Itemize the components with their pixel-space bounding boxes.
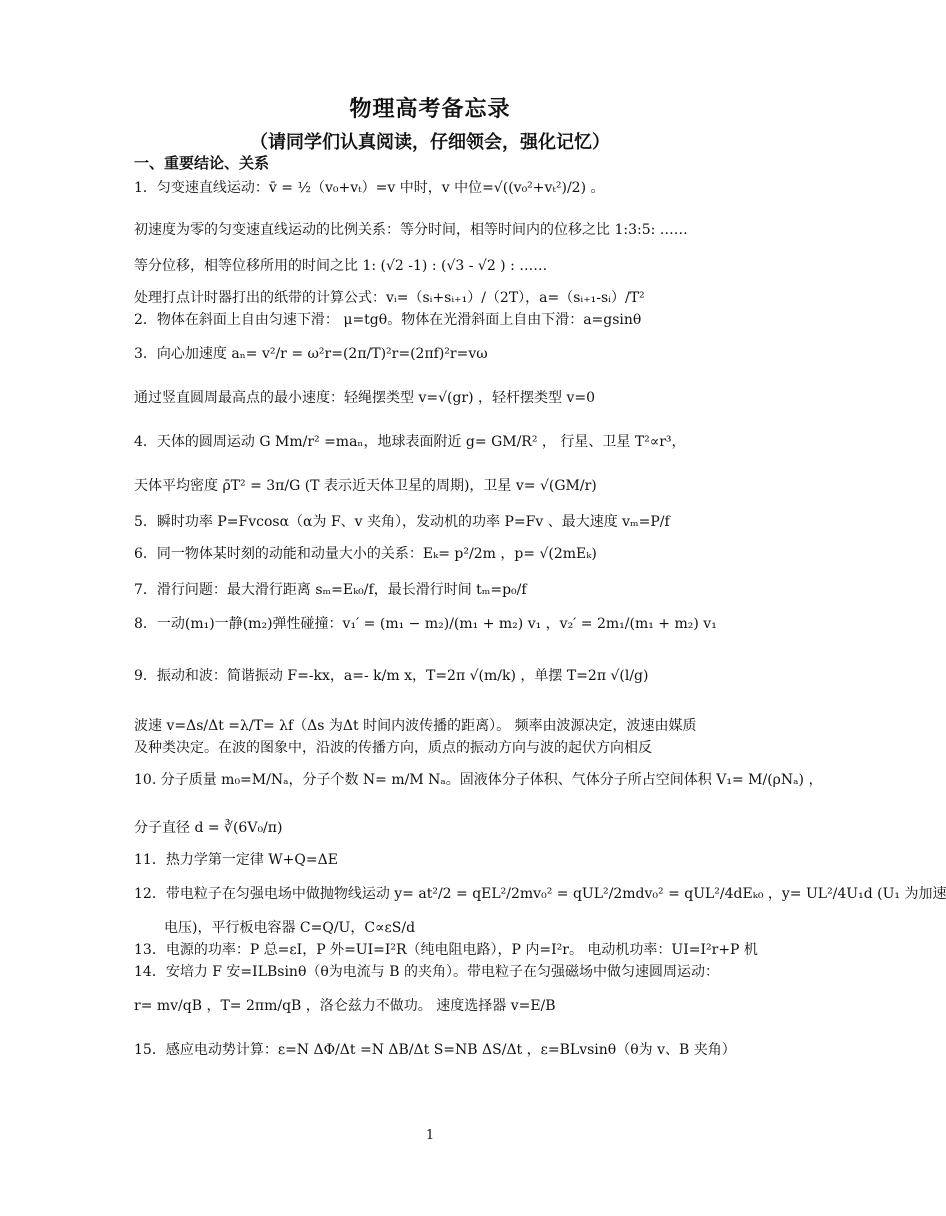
page-subtitle: （请同学们认真阅读，仔细领会，强化记忆）	[250, 132, 610, 153]
formula-line-17: 10. 分子质量 m₀=M/Nₐ，分子个数 N= m/M Nₐ。固液体分子体积、气体分子所占空间体积 V₁= M/(ρNₐ) ，	[134, 772, 823, 788]
formula-line-9: 天体平均密度 ρ̄T² = 3π/G (T 表示近天体卫星的周期)，卫星 v= √(GM/r)	[134, 478, 597, 494]
formula-line-16: 及种类决定。在波的图象中，沿波的传播方向，质点的振动方向与波的起伏方向相反	[134, 740, 652, 756]
formula-line-23: 14．安培力 F 安=ILBsinθ（θ为电流与 B 的夹角）。带电粒子在匀强磁场中做匀速圆周运动：	[134, 964, 719, 980]
formula-line-3: 等分位移，相等位移所用的时间之比 1: (√2 -1) : (√3 - √2 ) : ……	[134, 258, 548, 274]
formula-line-24: r= mv/qB ，T= 2πm/qB ，洛仑兹力不做功。 速度选择器 v=E/B	[134, 998, 556, 1014]
page-title: 物理高考备忘录	[349, 96, 511, 122]
formula-line-12: 7．滑行问题：最大滑行距离 sₘ=Eₖ₀/f，最长滑行时间 tₘ=p₀/f	[134, 582, 527, 598]
formula-line-2: 初速度为零的匀变速直线运动的比例关系：等分时间，相等时间内的位移之比 1:3:5: ……	[134, 222, 688, 238]
formula-line-22: 13．电源的功率：P 总=εI，P 外=UI=I²R（纯电阻电路），P 内=I²r。 电动机功率：UI=I²r+P 机	[134, 942, 758, 958]
formula-line-1: 1．匀变速直线运动：v̄ = ½（v₀+vₜ）=v 中时，v 中位=√((v₀²+vₜ²)/2) 。	[134, 180, 605, 196]
formula-line-11: 6．同一物体某时刻的动能和动量大小的关系：Eₖ= p²/2m ，p= √(2mEₖ)	[134, 546, 597, 562]
page-number: 1	[425, 1128, 435, 1143]
section-heading: 一、重要结论、关系	[134, 154, 270, 172]
formula-line-5: 2．物体在斜面上自由匀速下滑： μ=tgθ。物体在光滑斜面上自由下滑：a=gsinθ	[134, 312, 642, 328]
formula-line-20: 12．带电粒子在匀强电场中做抛物线运动 y= at²/2 = qEL²/2mv₀² = qUL²/2mdv₀² = qUL²/4dEₖ₀ ，y= UL²/4U₁d (U₁ 为加速	[134, 886, 946, 902]
formula-line-8: 4．天体的圆周运动 G Mm/r² =maₙ，地球表面附近 g= GM/R² ， 行星、卫星 T²∝r³，	[134, 434, 686, 450]
formula-line-25: 15．感应电动势计算：ε=N ΔΦ/Δt =N ΔB/Δt S=NB ΔS/Δt ，ε=BLvsinθ（θ为 v、B 夹角）	[134, 1042, 736, 1058]
formula-line-10: 5．瞬时功率 P=Fvcosα（α为 F、v 夹角），发动机的功率 P=Fv 、最大速度 vₘ=P/f	[134, 514, 670, 530]
formula-line-18: 分子直径 d = ∛(6V₀/π)	[134, 820, 283, 836]
formula-line-14: 9．振动和波：简谐振动 F=-kx，a=- k/m x，T=2π √(m/k) ，单摆 T=2π √(l/g)	[134, 668, 649, 684]
formula-line-6: 3．向心加速度 aₙ= v²/r = ω²r=(2π/T)²r=(2πf)²r=vω	[134, 346, 488, 362]
formula-line-13: 8．一动(m₁)一静(m₂)弹性碰撞：v₁′ = (m₁ − m₂)/(m₁ + m₂) v₁ ，v₂′ = 2m₁/(m₁ + m₂) v₁	[134, 616, 717, 632]
formula-line-4: 处理打点计时器打出的纸带的计算公式：vᵢ=（sᵢ+sᵢ₊₁）/（2T），a=（sᵢ₊₁-sᵢ）/T²	[134, 290, 645, 306]
formula-line-21: 电压)，平行板电容器 C=Q/U，C∝εS/d	[164, 920, 416, 936]
formula-line-19: 11．热力学第一定律 W+Q=ΔE	[134, 852, 338, 868]
formula-line-7: 通过竖直圆周最高点的最小速度：轻绳摆类型 v=√(gr) ，轻杆摆类型 v=0	[134, 390, 596, 406]
formula-line-15: 波速 v=Δs/Δt =λ/T= λf（Δs 为Δt 时间内波传播的距离）。 频率由波源决定，波速由媒质	[134, 718, 697, 734]
